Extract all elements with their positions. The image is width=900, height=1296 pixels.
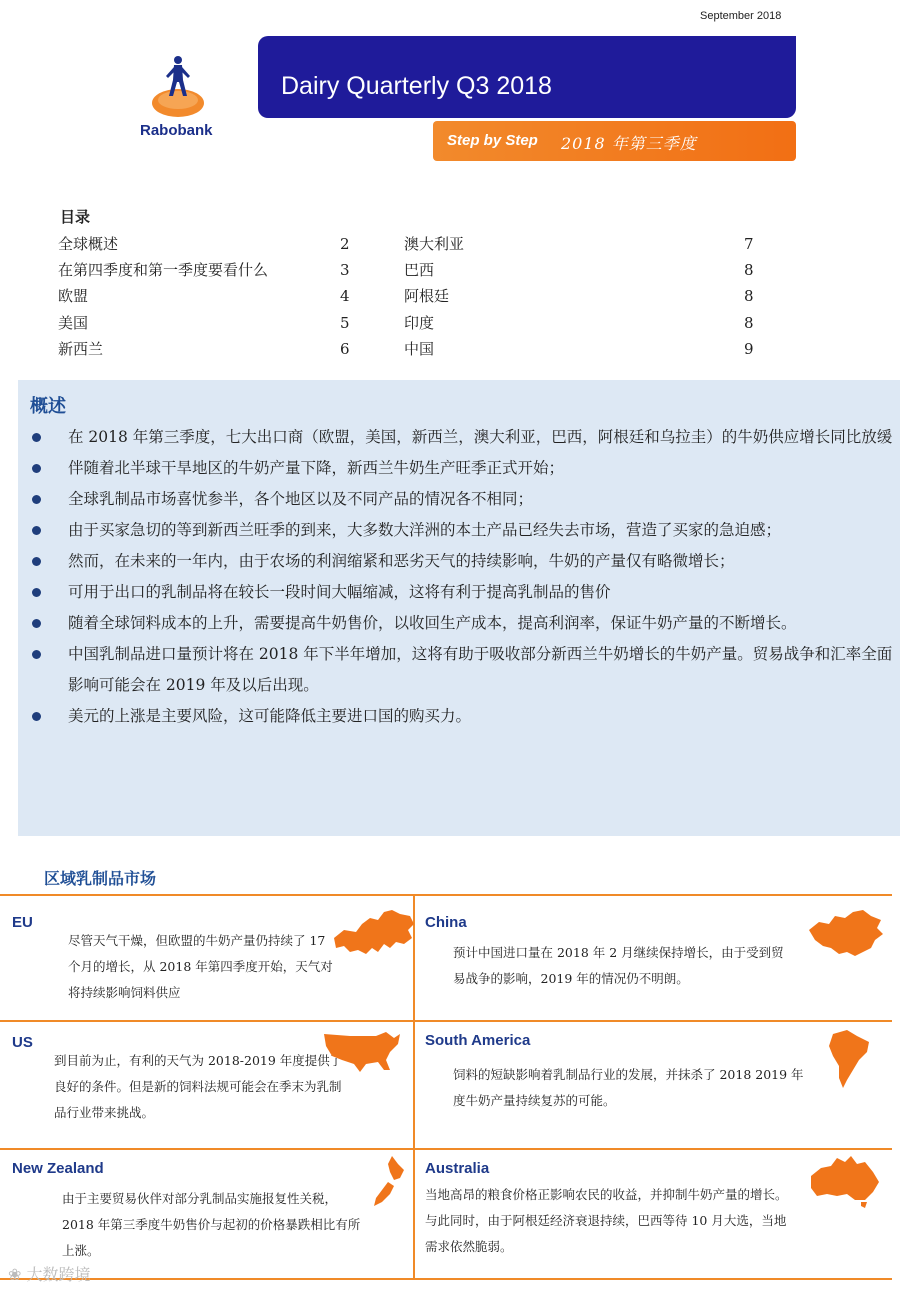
toc-entry-page: 4 [340, 287, 350, 306]
toc-entry-label: 新西兰 [58, 339, 104, 358]
regional-market-grid [0, 894, 892, 1280]
watermark [8, 1262, 91, 1285]
toc-entry-page: 6 [340, 339, 350, 358]
region-label-new-zealand: New Zealand [12, 1160, 104, 1177]
bullet-dot-icon [32, 557, 41, 566]
toc-entry[interactable] [404, 339, 764, 365]
overview-bullet: 在 2018 年第三季度，七大出口商（欧盟，美国，新西兰，澳大利亚，巴西，阿根廷和乌拉圭）的牛奶供应增长同比放缓 [30, 422, 896, 453]
toc-title: 目录 [60, 208, 91, 226]
region-cell-eu [0, 894, 413, 1020]
watermark-logo-icon: ❀ [8, 1265, 22, 1284]
europe-map-icon [326, 904, 416, 960]
china-map-icon [805, 906, 885, 960]
quarter-label: 2018 年第三季度 [561, 134, 697, 153]
overview-bullet: 中国乳制品进口量预计将在 2018 年下半年增加，这将有助于吸收部分新西兰牛奶增长的牛奶产量。贸易战争和汇率全面影响可能会在 2019 年及以后出现。 [30, 639, 896, 701]
toc-entry-label: 在第四季度和第一季度要看什么 [58, 261, 269, 280]
toc-entry[interactable] [404, 313, 764, 339]
watermark-text: 大数跨境 [26, 1265, 91, 1284]
toc-entry[interactable] [404, 286, 764, 312]
region-label-china: China [425, 914, 467, 931]
toc-entry-label: 澳大利亚 [404, 235, 465, 253]
south-america-map-icon [825, 1028, 873, 1090]
rabobank-logo-text: Rabobank [140, 122, 213, 139]
overview-bullet-list [30, 422, 896, 732]
toc-entry[interactable] [58, 313, 358, 339]
region-text-australia: 当地高昂的粮食价格正影响农民的收益，并抑制牛奶产量的增长。与此同时，由于阿根廷经济衰退持续，巴西等待 10 月大选，当地需求依然脆弱。 [425, 1187, 788, 1254]
australia-map-icon [807, 1154, 881, 1208]
toc-entry-label: 欧盟 [58, 287, 89, 306]
toc-entry[interactable] [404, 234, 764, 260]
overview-box [18, 380, 900, 836]
bullet-dot-icon [32, 526, 41, 535]
region-cell-south-america [415, 1022, 892, 1148]
toc-entry-label: 印度 [404, 313, 435, 332]
report-title: Dairy Quarterly Q3 2018 [281, 72, 552, 100]
overview-bullet: 全球乳制品市场喜忧参半，各个地区以及不同产品的情况各不相同； [30, 484, 896, 515]
toc-right-column [404, 234, 764, 365]
new-zealand-map-icon [370, 1154, 408, 1208]
region-label-australia: Australia [425, 1160, 490, 1177]
toc-entry[interactable] [58, 286, 358, 312]
overview-bullet: 美元的上涨是主要风险，这可能降低主要进口国的购买力。 [30, 701, 896, 732]
overview-bullet: 随着全球饲料成本的上升，需要提高牛奶售价，以收回生产成本，提高利润率，保证牛奶产量的不断增长。 [30, 608, 896, 639]
toc-entry-page: 2 [340, 235, 350, 253]
region-text-eu: 尽管天气干燥，但欧盟的牛奶产量仍持续了 17 个月的增长，从 2018 年第四季度开始，天气对将持续影响饲料供应 [68, 933, 333, 1000]
overview-bullet: 伴随着北半球干旱地区的牛奶产量下降，新西兰牛奶生产旺季正式开始； [30, 453, 896, 484]
bullet-dot-icon [32, 712, 41, 721]
region-cell-us [0, 1022, 413, 1148]
bullet-dot-icon [32, 464, 41, 473]
region-cell-china [415, 894, 892, 1020]
toc-entry[interactable] [58, 339, 358, 365]
toc-entry-label: 中国 [404, 339, 435, 358]
region-cell-australia [415, 1150, 892, 1278]
bullet-dot-icon [32, 619, 41, 628]
region-label-south-america: South America [425, 1032, 531, 1049]
toc-entry-label: 全球概述 [58, 235, 119, 253]
report-date: September 2018 [700, 10, 782, 22]
overview-bullet: 可用于出口的乳制品将在较长一段时间大幅缩减，这将有利于提高乳制品的售价 [30, 577, 896, 608]
us-map-icon [320, 1026, 404, 1078]
toc-entry-label: 美国 [58, 313, 89, 332]
overview-bullet: 由于买家急切的等到新西兰旺季的到来，大多数大洋洲的本土产品已经失去市场，营造了买家的急迫感； [30, 515, 896, 546]
toc-entry[interactable] [404, 260, 764, 286]
toc-entry-page: 3 [340, 261, 350, 280]
region-label-us: US [12, 1034, 33, 1051]
toc-entry[interactable] [58, 260, 358, 286]
grid-divider [0, 1278, 892, 1280]
region-text-china: 预计中国进口量在 2018 年 2 月继续保持增长，由于受到贸易战争的影响，2019 年的情况仍不明朗。 [453, 945, 784, 986]
toc-entry-page: 7 [744, 235, 754, 253]
step-by-step-label: Step by Step [447, 132, 538, 149]
region-cell-new-zealand [0, 1150, 413, 1278]
region-text-new-zealand: 由于主要贸易伙伴对部分乳制品实施报复性关税，2018 年第三季度牛奶售价与起初的价格暴跌相比有所上涨。 [62, 1191, 361, 1258]
bullet-dot-icon [32, 588, 41, 597]
toc-entry-page: 8 [744, 261, 754, 280]
region-text-us: 到目前为止，有利的天气为 2018-2019 年度提供了良好的条件。但是新的饲料法规可能会在季末为乳制品行业带来挑战。 [54, 1053, 343, 1120]
toc-entry-page: 5 [340, 313, 350, 332]
regional-market-title: 区域乳制品市场 [44, 869, 157, 888]
toc-entry-label: 巴西 [404, 261, 435, 280]
toc-entry-page: 9 [744, 339, 754, 358]
toc-entry-page: 8 [744, 313, 754, 332]
region-label-eu: EU [12, 914, 33, 931]
toc-entry-page: 8 [744, 287, 754, 306]
toc-entry-label: 阿根廷 [404, 287, 450, 306]
toc-entry[interactable] [58, 234, 358, 260]
overview-title: 概述 [30, 396, 66, 417]
bullet-dot-icon [32, 433, 41, 442]
overview-bullet: 然而，在未来的一年内，由于农场的利润缩紧和恶劣天气的持续影响，牛奶的产量仅有略微增长； [30, 546, 896, 577]
subtitle-bar [433, 121, 796, 161]
region-text-south-america: 饲料的短缺影响着乳制品行业的发展，并抹杀了 2018 2019 年度牛奶产量持续复苏的可能。 [453, 1067, 804, 1108]
toc-left-column [58, 234, 358, 365]
bullet-dot-icon [32, 495, 41, 504]
bullet-dot-icon [32, 650, 41, 659]
